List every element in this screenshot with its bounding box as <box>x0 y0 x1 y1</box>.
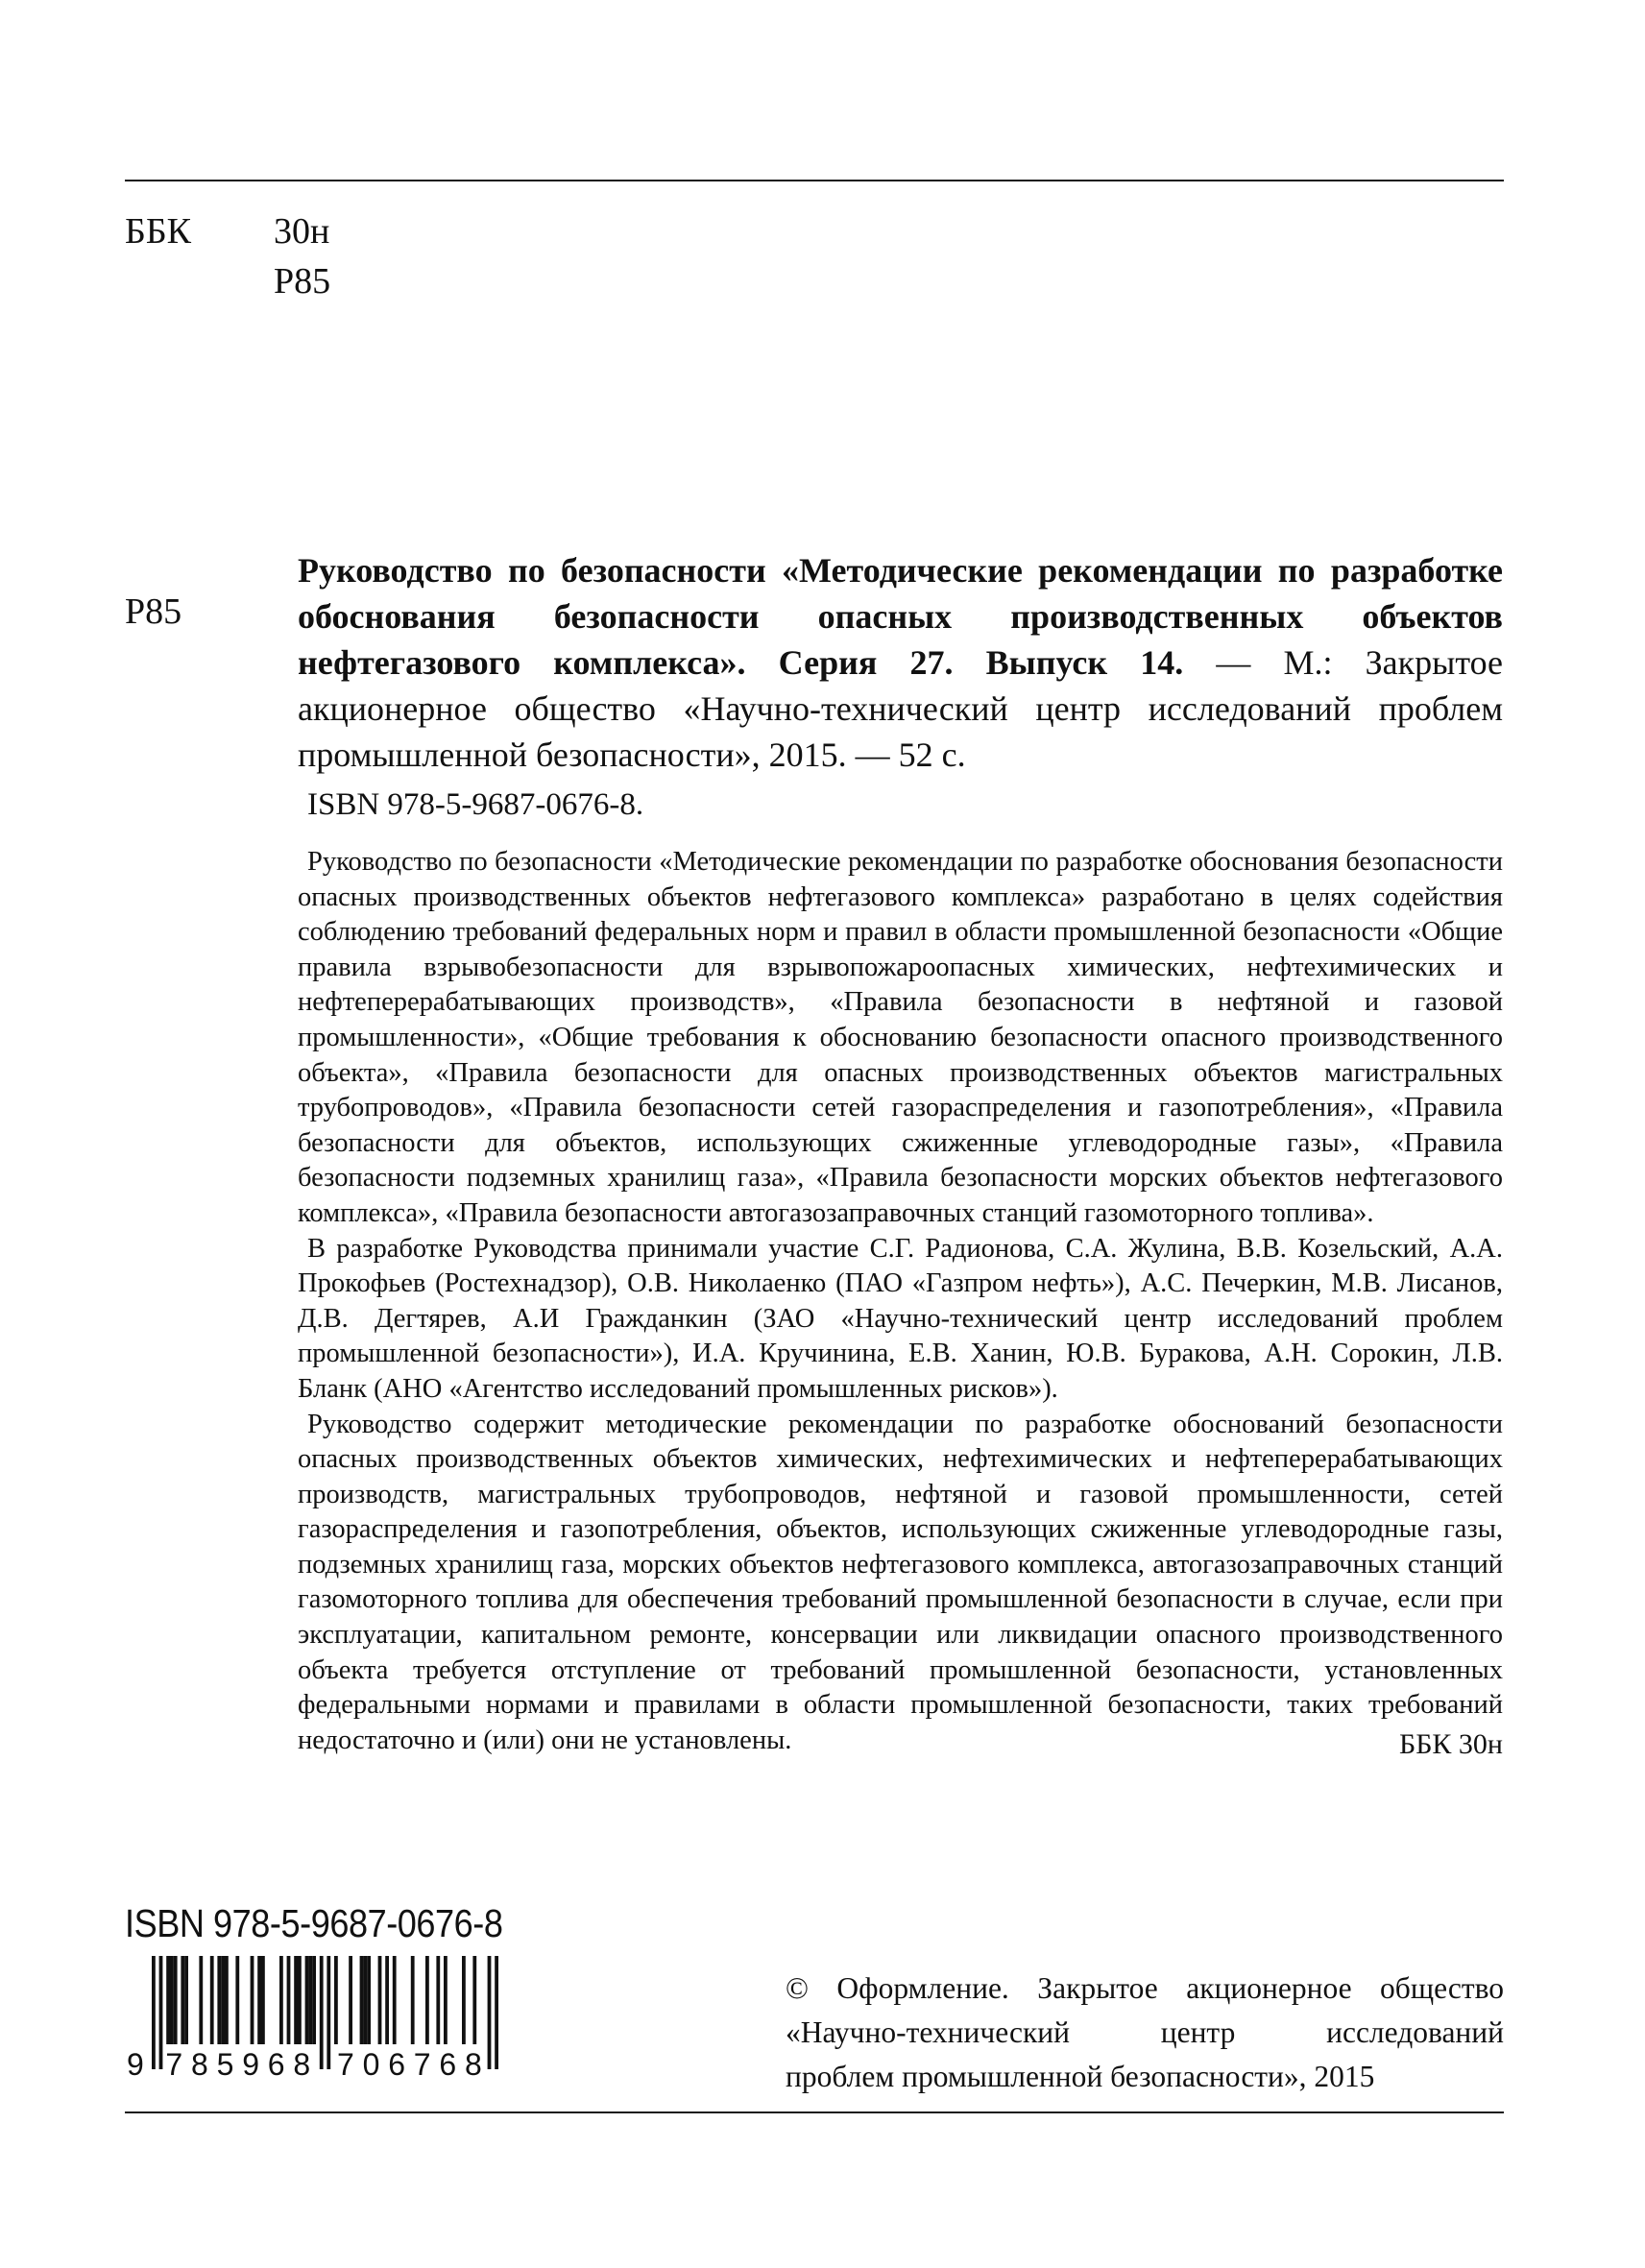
bibliographic-citation <box>298 547 1503 778</box>
annotation-paragraph: Руководство по безопасности «Методические рекомендации по разработке обоснования безопасности опасных производственных объектов нефтегазового комплекса» разработано в целях содействия соблюдению требований федеральных норм и правил в области промышленной безопасности «Общие правила взрывобезопасности для взрывопожароопасных химических, нефтехимических и нефтеперерабатывающих производств», «Правила безопасности в нефтяной и газовой промышленности», «Общие требования к обоснованию безопасности опасного производственного объекта», «Правила безопасности для опасных производственных объектов магистральных трубопроводов», «Правила безопасности сетей газораспределения и газопотребления», «Правила безопасности для объектов, использующих сжиженные углеводородные газы», «Правила безопасности подземных хранилищ газа», «Правила безопасности морских объектов нефтегазового комплекса», «Правила безопасности автогазозаправочных станций газомоторного топлива». <box>298 847 1503 1228</box>
barcode-bar <box>320 1956 324 2069</box>
bbk-code: 30н <box>274 211 330 252</box>
barcode-digit: 7 <box>337 2047 354 2082</box>
bbk-footer: ББК 30н <box>1398 1728 1503 1760</box>
annotation <box>298 845 1503 1758</box>
barcode-digit: 7 <box>413 2047 431 2082</box>
barcode-digit: 0 <box>362 2047 380 2082</box>
barcode-digit: 7 <box>165 2047 183 2082</box>
barcode-digit: 9 <box>242 2047 259 2082</box>
barcode-bar <box>495 1956 498 2069</box>
barcode-bar <box>327 1956 330 2069</box>
annotation-paragraph: Руководство содержит методические рекомендации по разработке обоснований безопасности опасных производственных объектов химических, нефтехимических и нефтеперерабатывающих производств, магистральных трубопроводов, нефтяной и газовой промышленности, сетей газораспределения и газопотребления, объектов, использующих сжиженные углеводородные газы, подземных хранилищ газа, морских объектов нефтегазового комплекса, автогазозаправочных станций газомоторного топлива для обеспечения требований промышленной безопасности в случае, если при эксплуатации, капитальном ремонте, консервации или ликвидации опасного производственного объекта требуется отступление от требований промышленной безопасности, установленных федеральными нормами и правилами в области промышленной безопасности, таких требований недостаточно и (или) они не установлены. <box>298 1409 1503 1755</box>
bottom-rule <box>125 2111 1504 2113</box>
barcode-bar <box>349 1956 352 2044</box>
barcode-digit: 8 <box>465 2047 482 2082</box>
barcode-bar <box>294 1956 298 2044</box>
copyright-notice <box>786 1966 1504 2099</box>
barcode-digit: 6 <box>439 2047 457 2082</box>
barcode-bar <box>261 1956 265 2044</box>
barcode-bar <box>184 1956 188 2044</box>
barcode-bar <box>217 1956 221 2044</box>
barcode-bar <box>174 1956 178 2044</box>
barcode <box>125 1954 528 2084</box>
barcode-bar <box>462 1956 466 2044</box>
barcode-bar <box>181 1956 184 2044</box>
barcode-bar <box>305 1956 309 2044</box>
isbn-line: ISBN 978-5-9687-0676-8. <box>307 787 644 822</box>
barcode-bar <box>385 1956 389 2044</box>
barcode-bar <box>152 1956 156 2069</box>
barcode-bar <box>363 1956 367 2044</box>
copyright-line: проблем промышленной безопасности», 2015 <box>786 2060 1375 2093</box>
barcode-bar <box>235 1956 239 2044</box>
barcode-bar <box>378 1956 382 2044</box>
barcode-digit: 6 <box>388 2047 405 2082</box>
barcode-bar <box>159 1956 163 2069</box>
barcode-bar <box>308 1956 312 2044</box>
barcode-bar <box>166 1956 170 2044</box>
copyright-line: «Научно-технический центр исследований <box>786 2015 1504 2049</box>
barcode-bar <box>251 1956 254 2044</box>
barcode-bar <box>312 1956 316 2044</box>
citation-imprint: — М.: Закрытое акционерное общество «Научно-технический центр исследований проблем промышленной безопасности», 2015. — 52 с. <box>298 643 1503 774</box>
barcode-bar <box>170 1956 174 2044</box>
author-mark: Р85 <box>125 591 182 632</box>
barcode-bar <box>411 1956 415 2044</box>
author-code: Р85 <box>274 261 331 302</box>
barcode-bar <box>298 1956 302 2044</box>
barcode-bar <box>199 1956 203 2044</box>
barcode-bar <box>444 1956 448 2044</box>
barcode-bar <box>210 1956 214 2044</box>
barcode-isbn-text: ISBN 978-5-9687-0676-8 <box>125 1901 503 1945</box>
barcode-digit: 9 <box>127 2047 144 2082</box>
barcode-bar <box>334 1956 338 2044</box>
barcode-bar <box>279 1956 283 2044</box>
barcode-bar <box>367 1956 371 2044</box>
copyright-line: © Оформление. Закрытое акционерное общество <box>786 1971 1504 2005</box>
barcode-digit: 8 <box>191 2047 208 2082</box>
barcode-bar <box>425 1956 429 2044</box>
annotation-paragraph: В разработке Руководства принимали участие С.Г. Радионова, С.А. Жулина, В.В. Козельский, А.А. Прокофьев (Ростехнадзор), О.В. Николаенко (ПАО «Газпром нефть»), А.С. Печеркин, М.В. Лисанов, Д.В. Дегтярев, А.И Гражданкин (ЗАО «Научно-технический центр исследований проблем промышленной безопасности»), И.А. Кручинина, Е.В. Ханин, Ю.В. Буракова, А.Н. Сорокин, Л.В. Бланк (АНО «Агентство исследований промышленных рисков»). <box>298 1233 1503 1404</box>
barcode-bar <box>360 1956 364 2044</box>
barcode-bar <box>221 1956 225 2044</box>
barcode-digit: 5 <box>216 2047 234 2082</box>
barcode-bar <box>225 1956 229 2044</box>
citation-title: Руководство по безопасности «Методические рекомендации по разработке обоснования безопасности опасных производственных объектов нефтегазового комплекса». Серия 27. Выпуск 14. <box>298 551 1503 682</box>
bbk-label: ББК <box>125 211 191 252</box>
barcode-bar <box>257 1956 261 2044</box>
top-rule <box>125 180 1504 181</box>
barcode-digit: 8 <box>293 2047 311 2082</box>
barcode-digit: 6 <box>267 2047 285 2082</box>
barcode-bar <box>393 1956 397 2044</box>
barcode-bar <box>488 1956 492 2069</box>
barcode-bar <box>472 1956 476 2044</box>
barcode-bar <box>436 1956 440 2044</box>
barcode-bar <box>287 1956 291 2044</box>
